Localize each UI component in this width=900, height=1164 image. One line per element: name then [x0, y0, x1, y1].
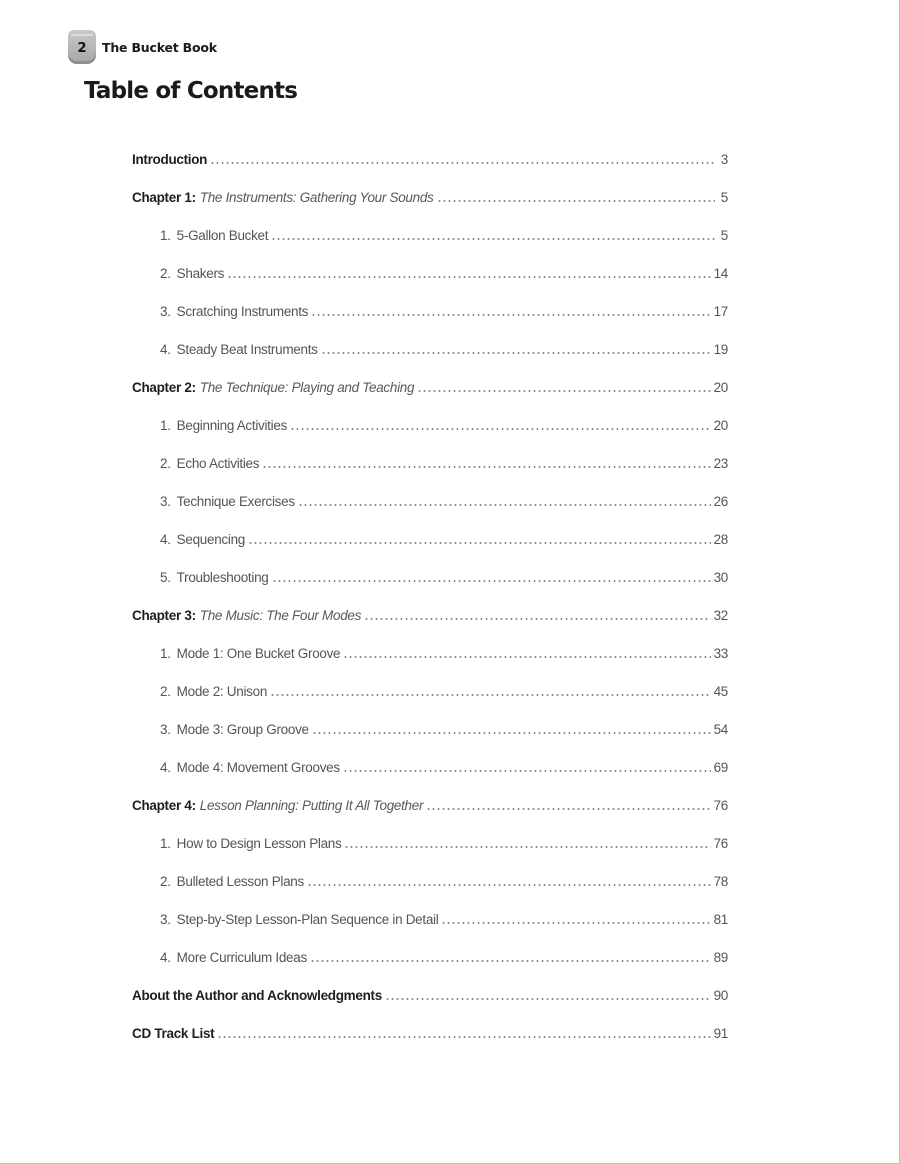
entry-bold-label: Chapter 3:: [132, 607, 196, 623]
entry-page-number: 20: [713, 379, 728, 395]
dot-leader: [217, 1036, 710, 1038]
entry-title: [160, 836, 341, 851]
entry-number: 1.: [160, 645, 171, 661]
entry-title: [160, 266, 224, 281]
entry-bold-label: Chapter 2:: [132, 379, 196, 395]
entry-number: 3.: [160, 303, 171, 319]
entry-title: [132, 608, 361, 623]
entry-page-number: 28: [713, 531, 728, 547]
toc-subentry: [132, 938, 728, 976]
entry-title: [132, 152, 207, 167]
entry-text: Echo Activities: [176, 455, 260, 471]
entry-text: Mode 4: Movement Grooves: [176, 759, 340, 775]
entry-italic-title: The Technique: Playing and Teaching: [199, 379, 415, 395]
entry-title: [160, 418, 287, 433]
dot-leader: [298, 504, 711, 506]
entry-page-number: 33: [713, 645, 728, 661]
entry-text: Troubleshooting: [176, 569, 269, 585]
entry-title: [160, 684, 267, 699]
entry-text: More Curriculum Ideas: [176, 949, 307, 965]
toc-entry: [132, 178, 728, 216]
toc-subentry: [132, 292, 728, 330]
entry-page-number: 20: [713, 417, 728, 433]
entry-number: 2.: [160, 683, 171, 699]
toc-subentry: [132, 900, 728, 938]
entry-text: Sequencing: [176, 531, 245, 547]
entry-text: How to Design Lesson Plans: [176, 835, 342, 851]
entry-title: [160, 532, 245, 547]
entry-number: 2.: [160, 455, 171, 471]
entry-text: Shakers: [176, 265, 225, 281]
entry-bold-label: Chapter 4:: [132, 797, 196, 813]
dot-leader: [364, 618, 711, 620]
toc-entry: [132, 786, 728, 824]
entry-title: [160, 456, 259, 471]
entry-page-number: 91: [713, 1025, 728, 1041]
entry-text: Steady Beat Instruments: [176, 341, 318, 357]
dot-leader: [248, 542, 711, 544]
entry-title: [132, 190, 434, 205]
entry-italic-title: The Instruments: Gathering Your Sounds: [199, 189, 434, 205]
entry-title: [160, 646, 340, 661]
toc-subentry: [132, 862, 728, 900]
entry-text: Mode 2: Unison: [176, 683, 268, 699]
dot-leader: [227, 276, 710, 278]
toc-subentry: [132, 482, 728, 520]
book-title: The Bucket Book: [102, 39, 217, 55]
entry-title: [160, 912, 438, 927]
entry-title: [132, 380, 414, 395]
toc-subentry: [132, 634, 728, 672]
entry-page-number: 81: [713, 911, 728, 927]
entry-page-number: 32: [713, 607, 728, 623]
entry-number: 4.: [160, 759, 171, 775]
dot-leader: [312, 732, 711, 734]
dot-leader: [441, 922, 710, 924]
toc-subentry: [132, 710, 728, 748]
entry-page-number: 76: [713, 797, 728, 813]
entry-bold-label: Introduction: [132, 151, 208, 167]
entry-page-number: 23: [713, 455, 728, 471]
entry-page-number: 45: [713, 683, 728, 699]
entry-title: [160, 950, 307, 965]
entry-page-number: 78: [713, 873, 728, 889]
entry-page-number: 30: [713, 569, 728, 585]
toc-entry: [132, 976, 728, 1014]
entry-italic-title: The Music: The Four Modes: [199, 607, 362, 623]
entry-text: Technique Exercises: [176, 493, 295, 509]
dot-leader: [307, 884, 711, 886]
entry-title: [160, 228, 268, 243]
entry-page-number: 17: [713, 303, 728, 319]
entry-number: 1.: [160, 417, 171, 433]
toc-entry: [132, 368, 728, 406]
entry-page-number: 19: [713, 341, 728, 357]
dot-leader: [290, 428, 711, 430]
entry-page-number: 26: [713, 493, 728, 509]
entry-title: [160, 342, 318, 357]
toc-list: [132, 140, 728, 1052]
entry-text: Step-by-Step Lesson-Plan Sequence in Detail: [176, 911, 439, 927]
entry-page-number: 14: [713, 265, 728, 281]
dot-leader: [344, 846, 710, 848]
toc-entry: [132, 140, 728, 178]
entry-title: [160, 494, 295, 509]
entry-number: 4.: [160, 531, 171, 547]
toc-subentry: [132, 672, 728, 710]
bucket-icon: [68, 30, 96, 64]
toc-subentry: [132, 254, 728, 292]
entry-number: 2.: [160, 265, 171, 281]
entry-bold-label: About the Author and Acknowledgments: [132, 987, 382, 1003]
entry-title: [132, 1026, 214, 1041]
dot-leader: [270, 694, 711, 696]
entry-title: [160, 760, 340, 775]
toc-subentry: [132, 748, 728, 786]
toc-entry: [132, 1014, 728, 1052]
entry-page-number: 5: [720, 189, 728, 205]
entry-number: 4.: [160, 949, 171, 965]
dot-leader: [272, 580, 711, 582]
toc-subentry: [132, 444, 728, 482]
dot-leader: [343, 770, 711, 772]
dot-leader: [343, 656, 710, 658]
entry-text: Scratching Instruments: [176, 303, 309, 319]
entry-number: 1.: [160, 835, 171, 851]
entry-page-number: 90: [713, 987, 728, 1003]
dot-leader: [310, 960, 711, 962]
toc-subentry: [132, 520, 728, 558]
entry-number: 3.: [160, 721, 171, 737]
toc-entry: [132, 596, 728, 634]
entry-number: 3.: [160, 911, 171, 927]
entry-text: Bulleted Lesson Plans: [176, 873, 304, 889]
entry-number: 1.: [160, 227, 171, 243]
entry-page-number: 54: [713, 721, 728, 737]
entry-title: [132, 798, 423, 813]
entry-text: Beginning Activities: [176, 417, 287, 433]
dot-leader: [417, 390, 710, 392]
entry-title: [160, 570, 269, 585]
dot-leader: [385, 998, 711, 1000]
entry-text: Mode 3: Group Groove: [176, 721, 309, 737]
toc-subentry: [132, 558, 728, 596]
dot-leader: [311, 314, 710, 316]
toc-subentry: [132, 216, 728, 254]
toc-subentry: [132, 824, 728, 862]
entry-page-number: 89: [713, 949, 728, 965]
entry-page-number: 3: [720, 151, 728, 167]
entry-title: [160, 304, 308, 319]
dot-leader: [321, 352, 711, 354]
entry-bold-label: Chapter 1:: [132, 189, 196, 205]
page-number: 2: [77, 40, 87, 56]
dot-leader: [426, 808, 710, 810]
dot-leader: [437, 200, 715, 202]
running-head: [68, 30, 217, 64]
entry-number: 3.: [160, 493, 171, 509]
entry-page-number: 76: [713, 835, 728, 851]
toc-subentry: [132, 330, 728, 368]
dot-leader: [271, 238, 715, 240]
entry-number: 2.: [160, 873, 171, 889]
entry-number: 5.: [160, 569, 171, 585]
entry-page-number: 69: [713, 759, 728, 775]
entry-italic-title: Lesson Planning: Putting It All Together: [199, 797, 424, 813]
toc-subentry: [132, 406, 728, 444]
entry-title: [160, 874, 304, 889]
page-title: Table of Contents: [84, 78, 298, 104]
entry-title: [132, 988, 382, 1003]
dot-leader: [210, 162, 715, 164]
entry-number: 4.: [160, 341, 171, 357]
entry-text: 5-Gallon Bucket: [176, 227, 269, 243]
entry-bold-label: CD Track List: [132, 1025, 215, 1041]
entry-text: Mode 1: One Bucket Groove: [176, 645, 341, 661]
dot-leader: [262, 466, 710, 468]
entry-title: [160, 722, 309, 737]
entry-page-number: 5: [720, 227, 728, 243]
